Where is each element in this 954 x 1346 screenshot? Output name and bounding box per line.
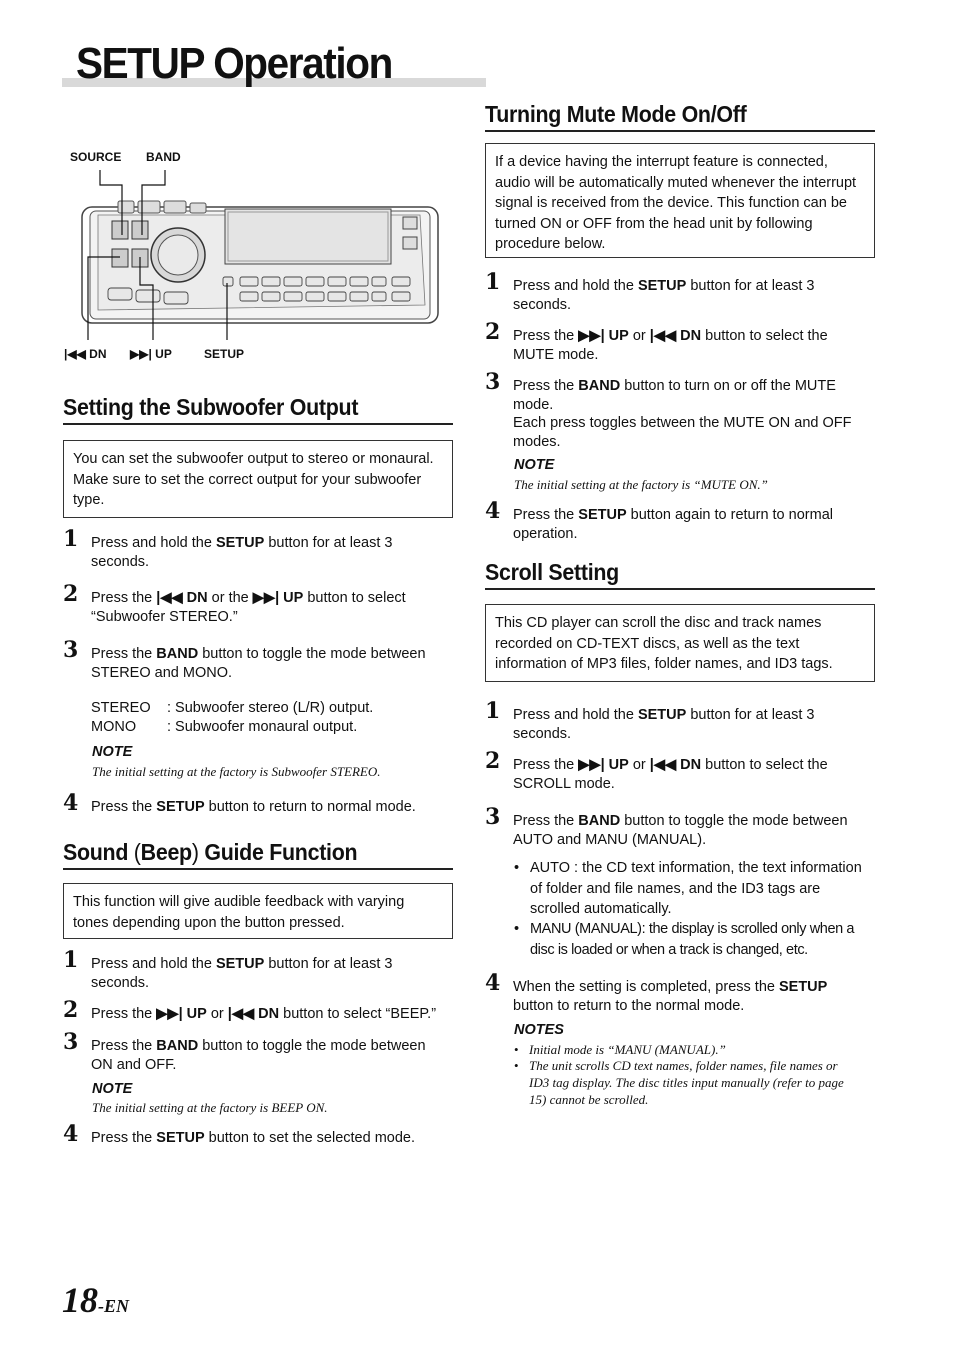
head-unit-diagram bbox=[60, 145, 460, 370]
bullet-dot-icon: • bbox=[514, 1058, 519, 1073]
scroll-intro-box bbox=[485, 604, 875, 682]
dn-label: |◀◀ DN bbox=[64, 347, 107, 361]
skip-back-icon: |◀◀ bbox=[227, 1006, 259, 1022]
mode-mono: MONO : Subwoofer monaural output. bbox=[91, 719, 358, 735]
skip-back-icon: |◀◀ bbox=[649, 757, 681, 773]
bullet-dot-icon: • bbox=[514, 921, 520, 937]
page-title: SETUP Operation bbox=[76, 39, 392, 88]
band-label: BAND bbox=[146, 150, 181, 164]
subwoofer-intro-box bbox=[63, 440, 453, 518]
intro-line: recorded on CD-TEXT discs, as well as the text bbox=[495, 635, 800, 652]
page-number: 18-EN bbox=[62, 1280, 129, 1320]
intro-line: audio will be automatically muted whenever the interrupt bbox=[495, 174, 857, 191]
subwoofer-heading-rule bbox=[63, 423, 453, 425]
mute-note-label: NOTE bbox=[514, 457, 555, 473]
skip-forward-icon: ▶▶| bbox=[156, 1006, 187, 1022]
beep-note-label: NOTE bbox=[92, 1081, 133, 1097]
intro-line: type. bbox=[73, 492, 105, 508]
head-unit-illustration bbox=[60, 145, 460, 370]
up-label: ▶▶| UP bbox=[130, 347, 172, 361]
skip-back-icon: |◀◀ bbox=[649, 328, 681, 344]
beep-heading: Sound (Beep) Guide Function bbox=[63, 839, 358, 865]
beep-intro-box bbox=[63, 883, 453, 939]
setup-label: SETUP bbox=[204, 347, 245, 361]
intro-line: If a device having the interrupt feature is connected, bbox=[495, 154, 828, 170]
skip-forward-icon: ▶▶| bbox=[130, 347, 152, 361]
scroll-notes-label: NOTES bbox=[514, 1022, 564, 1038]
mute-heading-rule bbox=[485, 130, 875, 132]
intro-line: Make sure to set the correct output for your subwoofer bbox=[73, 471, 422, 488]
subwoofer-note-text: The initial setting at the factory is Subwoofer STEREO. bbox=[92, 764, 381, 779]
skip-back-icon: |◀◀ bbox=[64, 347, 86, 361]
bullet-dot-icon: • bbox=[514, 1042, 519, 1057]
subwoofer-note-label: NOTE bbox=[92, 744, 133, 760]
scroll-heading: Scroll Setting bbox=[485, 559, 619, 585]
bullet-dot-icon: • bbox=[514, 860, 520, 876]
skip-forward-icon: ▶▶| bbox=[578, 328, 609, 344]
mute-note-text: The initial setting at the factory is “MUTE ON.” bbox=[514, 477, 768, 492]
intro-line: procedure below. bbox=[495, 236, 606, 252]
intro-line: signal is received from the device. This function can be bbox=[495, 195, 847, 211]
scroll-heading-rule bbox=[485, 588, 875, 590]
source-label: SOURCE bbox=[70, 150, 122, 164]
intro-line: tones depending upon the button pressed. bbox=[73, 914, 345, 931]
skip-back-icon: |◀◀ bbox=[156, 590, 187, 606]
subwoofer-heading: Setting the Subwoofer Output bbox=[63, 394, 359, 420]
skip-forward-icon: ▶▶| bbox=[578, 757, 609, 773]
beep-note-text: The initial setting at the factory is BEEP ON. bbox=[92, 1100, 328, 1115]
skip-forward-icon: ▶▶| bbox=[252, 590, 284, 606]
intro-line: turned ON or OFF from the head unit by following bbox=[495, 215, 813, 232]
intro-line: information of MP3 files, folder names, and ID3 tags. bbox=[495, 656, 833, 672]
mode-stereo: STEREO : Subwoofer stereo (L/R) output. bbox=[91, 700, 374, 716]
intro-line: This CD player can scroll the disc and track names bbox=[495, 615, 822, 631]
mute-heading: Turning Mute Mode On/Off bbox=[485, 101, 747, 127]
intro-line: You can set the subwoofer output to stereo or monaural. bbox=[73, 451, 434, 467]
beep-heading-rule bbox=[63, 868, 453, 870]
intro-line: This function will give audible feedback with varying bbox=[73, 894, 405, 910]
mute-intro-box bbox=[485, 143, 875, 258]
